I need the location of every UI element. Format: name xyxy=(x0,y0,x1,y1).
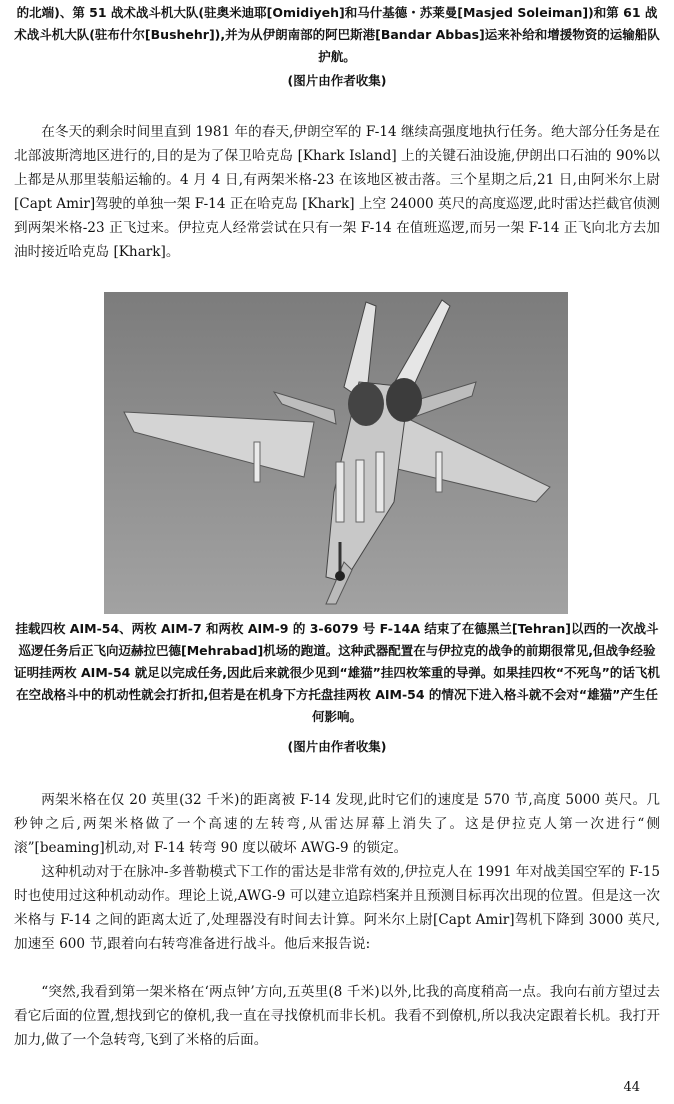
bottom-photo-caption: 挂载四枚 AIM-54、两枚 AIM-7 和两枚 AIM-9 的 3-6079 号 F-14A 结束了在德黑兰[Tehran]以西的一次战斗巡逻任务后正飞向迈赫拉巴德[Mehrabad]机场的跑道。这种武器配置在与伊拉克的战争的前期很常见,但战争经验证明挂两枚 AIM-54 就足以完成任务,因此后来就很少见到“雄猫”挂四枚笨重的导弹。如果挂四枚“不死鸟”的话飞机在空战格斗中的机动性就会打折扣,但若是在机身下方托盘挂两枚 AIM-54 的情况下进入格斗就不会对“雄猫”产生任何影响。 xyxy=(14,621,660,724)
body-paragraph: 这种机动对于在脉冲-多普勒模式下工作的雷达是非常有效的,伊拉克人在 1991 年对战美国空军的 F-15 时也使用过这种机动动作。理论上说,AWG-9 可以建立追踪档案并且预测目标再次出现的位置。但是这一次米格与 F-14 之间的距离太近了,处理器没有时间去计算。阿米尔上尉[Capt Amir]驾机下降到 3000 英尺,加速至 600 节,跟着向右转弯准备进行战斗。他后来报告说: xyxy=(14,864,660,952)
body-paragraph: 在冬天的剩余时间里直到 1981 年的春天,伊朗空军的 F-14 继续高强度地执行任务。绝大部分任务是在北部波斯湾地区进行的,目的是为了保卫哈克岛 [Khark Island] 上的关键石油设施,伊朗出口石油的 90%以上都是从那里装船运输的。4 月 4 日,有两架米格-23 在该地区被击落。三个星期之后,21 日,由阿米尔上尉[Capt Amir]驾驶的单独一架 F-14 正在哈克岛 [Khark] 上空 24000 英尺的高度巡逻,此时雷达拦截官侦测到两架米格-23 正飞过来。伊拉克人经常尝试在只有一架 F-14 在值班巡逻,而另一架 F-14 正飞向北方去加油时接近哈克岛 [Khark]。 xyxy=(14,124,660,260)
body-paragraph: “突然,我看到第一架米格在‘两点钟’方向,五英里(8 千米)以外,比我的高度稍高一点。我向右前方望过去看它后面的位置,想找到它的僚机,我一直在寻找僚机而非长机。我看不到僚机,所以我决定跟着长机。我打开加力,做了一个急转弯,飞到了米格的后面。 xyxy=(14,984,660,1048)
f14-photo xyxy=(104,292,568,614)
body-paragraph: 两架米格在仅 20 英里(32 千米)的距离被 F-14 发现,此时它们的速度是 570 节,高度 5000 英尺。几秒钟之后,两架米格做了一个高速的左转弯,从雷达屏幕上消失了。这是伊拉克人第一次进行“侧滚”[beaming]机动,对 F-14 转弯 90 度以破坏 AWG-9 的锁定。 xyxy=(14,792,660,856)
page-number: 44 xyxy=(623,1080,640,1095)
top-photo-credit: (图片由作者收集) xyxy=(287,73,387,88)
f14-aircraft-illustration xyxy=(104,292,568,614)
bottom-photo-credit: (图片由作者收集) xyxy=(287,739,387,754)
top-photo-caption: 的北端)、第 51 战术战斗机大队(驻奥米迪耶[Omidiyeh]和马什基德・苏莱曼[Masjed Soleiman])和第 61 战术战斗机大队(驻布什尔[Bushehr]),并为从伊朗南部的阿巴斯港[Bandar Abbas]运来补给和增援物资的运输船队护航。 xyxy=(14,5,660,64)
